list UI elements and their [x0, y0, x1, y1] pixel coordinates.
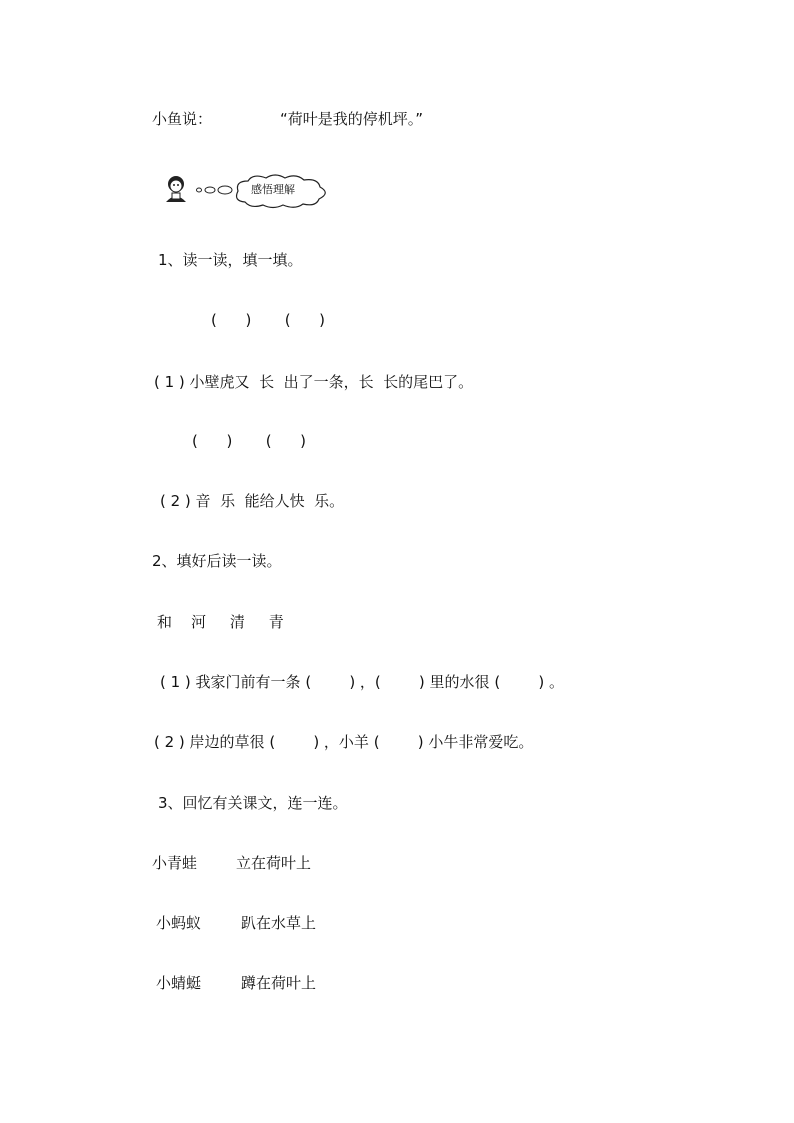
q2-s2: ( 2 ) 岸边的草很 ( ) ，小羊 ( ) 小牛非常爱吃。 — [154, 733, 534, 751]
q3-row-left: 小青蛙 — [152, 854, 198, 872]
q3-title: 3、回忆有关课文，连一连。 — [158, 794, 348, 812]
q1-s1-blanks: ( ) ( ) — [211, 311, 326, 329]
quote-text: “荷叶是我的停机坪。” — [280, 110, 424, 128]
q1-s2-text: ( 2 ) 音 乐 能给人快 乐。 — [160, 492, 345, 510]
q3-row-left: 小蜻蜓 — [156, 974, 202, 992]
q3-row-right: 立在荷叶上 — [236, 854, 312, 872]
quote-speaker: 小鱼说： — [152, 110, 213, 128]
q2-title: 2、填好后读一读。 — [152, 552, 282, 570]
q2-words: 和 河 清 青 — [157, 613, 284, 631]
thinking-child-icon — [163, 171, 333, 211]
q1-title: 1、读一读，填一填。 — [158, 251, 303, 269]
section-badge-label: 感悟理解 — [251, 183, 295, 196]
q3-row-right: 蹲在荷叶上 — [241, 974, 317, 992]
section-badge — [163, 171, 333, 211]
q1-s1-text: ( 1 ) 小壁虎又 长 出了一条，长 长的尾巴了。 — [154, 373, 474, 391]
q3-row-left: 小蚂蚁 — [156, 914, 202, 932]
q3-row-right: 趴在水草上 — [241, 914, 317, 932]
q2-s1: ( 1 ) 我家门前有一条 ( ) ，( ) 里的水很 ( ) 。 — [160, 673, 564, 691]
q1-s2-blanks: ( ) ( ) — [192, 432, 307, 450]
